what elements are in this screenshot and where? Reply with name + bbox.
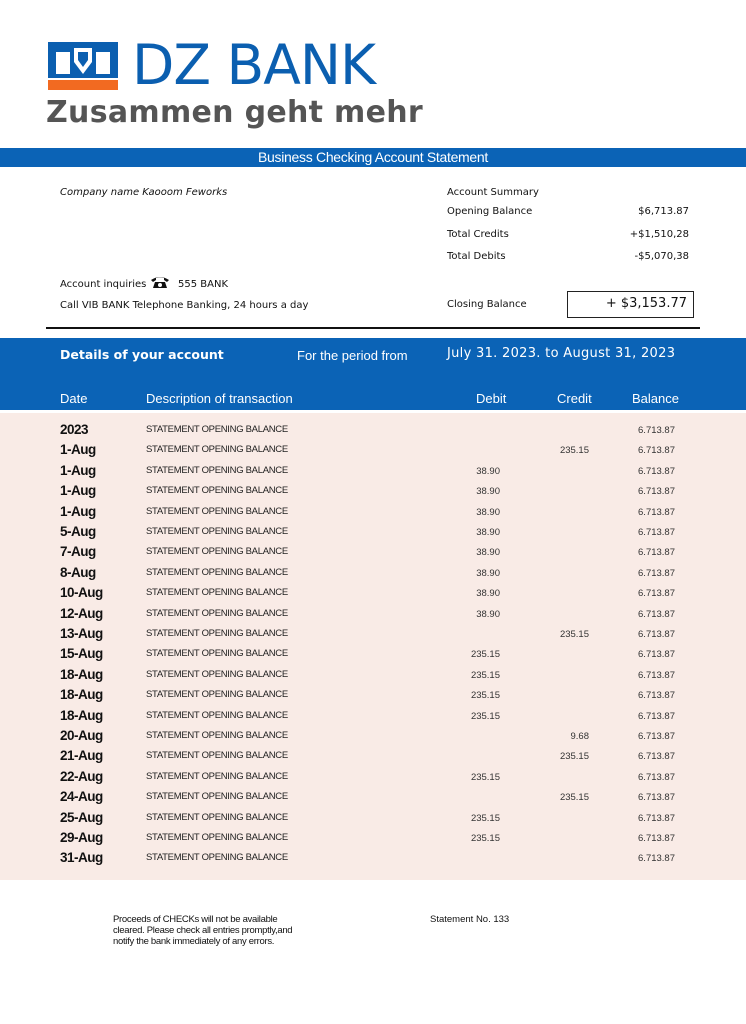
statement-number: Statement No. 133 [430,914,510,925]
transaction-balance: 6.713.87 [638,486,675,498]
transaction-debit: 38.90 [476,547,500,559]
table-row [0,850,746,870]
account-inquiries-label: Account inquiries [60,279,147,290]
transaction-credit: 235.15 [559,445,589,457]
transaction-debit: 235.15 [470,833,500,844]
transaction-date: 13-Aug [60,626,103,641]
transaction-debit: 38.90 [476,486,500,498]
transaction-description: STATEMENT OPENING BALANCE [146,566,288,578]
transaction-description: STATEMENT OPENING BALANCE [146,811,288,823]
transaction-credit: 235.15 [559,792,589,804]
footer-note [113,914,328,947]
summary-heading: Account Summary [447,187,539,198]
transaction-description: STATEMENT OPENING BALANCE [146,505,288,517]
transaction-credit: 235.15 [559,751,589,763]
transaction-balance: 6.713.87 [638,751,675,763]
column-header-credit: Credit [557,391,592,406]
table-row [0,810,746,830]
transaction-debit: 38.90 [476,506,500,518]
transaction-description: STATEMENT OPENING BALANCE [146,546,288,558]
transaction-date: 18-Aug [60,687,103,703]
table-row [0,483,746,503]
transaction-balance: 6.713.87 [638,506,675,518]
transaction-description: STATEMENT OPENING BALANCE [146,852,288,864]
transaction-date: 18-Aug [60,707,103,723]
transaction-description: STATEMENT OPENING BALANCE [146,791,288,803]
transaction-balance: 6.713.87 [638,425,675,436]
table-row [0,830,746,850]
transaction-date: 29-Aug [60,830,103,845]
table-row [0,606,746,626]
transaction-description: STATEMENT OPENING BALANCE [146,709,288,721]
transaction-description: STATEMENT OPENING BALANCE [146,424,288,435]
period-label: For the period from [297,348,408,363]
transaction-description: STATEMENT OPENING BALANCE [146,485,288,497]
footer-note-line: notify the bank immediately of any errors. [113,936,275,947]
transaction-description: STATEMENT OPENING BALANCE [146,444,288,456]
transaction-date: 12-Aug [60,605,103,621]
total-credits-value: +$1,510,28 [629,229,689,240]
transaction-date: 15-Aug [60,646,103,662]
transaction-description: STATEMENT OPENING BALANCE [146,587,288,599]
transaction-balance: 6.713.87 [638,853,675,865]
table-row [0,463,746,483]
telephone-icon [150,275,170,289]
transaction-description: STATEMENT OPENING BALANCE [146,668,288,680]
transaction-balance: 6.713.87 [638,669,675,681]
transaction-date: 1-Aug [60,462,96,478]
transaction-date: 8-Aug [60,564,96,580]
transaction-balance: 6.713.87 [638,690,675,702]
table-row [0,769,746,789]
transaction-description: STATEMENT OPENING BALANCE [146,689,288,701]
transaction-balance: 6.713.87 [638,833,675,844]
statement-title: Business Checking Account Statement [0,148,746,167]
transaction-debit: 38.90 [476,465,500,477]
transactions-table [0,413,746,880]
transaction-date: 1-Aug [60,503,96,519]
transaction-debit: 235.15 [470,710,500,722]
bank-slogan: Zusammen geht mehr [46,95,424,130]
transaction-balance: 6.713.87 [638,547,675,559]
transaction-description: STATEMENT OPENING BALANCE [146,607,288,619]
transaction-balance: 6.713.87 [638,567,675,579]
transaction-credit: 235.15 [559,629,589,640]
total-debits-value: -$5,070,38 [634,251,689,262]
transaction-balance: 6.713.87 [638,771,675,783]
transaction-debit: 235.15 [470,771,500,783]
opening-balance-label: Opening Balance [447,206,533,217]
transaction-debit: 235.15 [470,690,500,702]
telephone-banking-note: Call VIB BANK Telephone Banking, 24 hours a day [60,300,309,311]
transaction-date: 18-Aug [60,666,103,682]
transaction-balance: 6.713.87 [638,527,675,538]
divider [46,327,700,329]
table-row [0,585,746,605]
transaction-balance: 6.713.87 [638,649,675,661]
transaction-debit: 38.90 [476,588,500,600]
closing-balance-label: Closing Balance [447,299,527,310]
transaction-balance: 6.713.87 [638,812,675,824]
table-row [0,687,746,707]
details-heading: Details of your account [60,347,224,362]
column-header-date: Date [60,391,88,406]
transaction-date: 5-Aug [60,524,96,539]
transaction-description: STATEMENT OPENING BALANCE [146,770,288,782]
table-row [0,544,746,564]
transaction-balance: 6.713.87 [638,608,675,620]
transaction-debit: 38.90 [476,567,500,579]
transaction-debit: 235.15 [470,669,500,681]
transaction-description: STATEMENT OPENING BALANCE [146,526,288,537]
opening-balance-value: $6,713.87 [638,206,689,217]
account-details-band [0,338,746,410]
footer-note-line: Proceeds of CHECKs will not be available [113,914,278,925]
period-value: July 31. 2023. to August 31, 2023 [447,346,676,361]
total-debits-label: Total Debits [447,251,506,262]
transaction-debit: 235.15 [470,812,500,824]
dz-bank-logo-icon [48,42,118,90]
table-row [0,708,746,728]
transaction-date: 25-Aug [60,809,103,825]
transaction-balance: 6.713.87 [638,465,675,477]
transaction-debit: 38.90 [476,608,500,620]
transaction-balance: 6.713.87 [638,710,675,722]
table-row [0,646,746,666]
bank-name: DZ BANK [132,33,376,97]
transaction-date: 1-Aug [60,442,96,458]
table-row [0,442,746,462]
transaction-date: 24-Aug [60,789,103,805]
transaction-balance: 6.713.87 [638,731,675,742]
transaction-balance: 6.713.87 [638,792,675,804]
footer-note-line: cleared. Please check all entries promptly,and [113,925,293,936]
transaction-debit: 38.90 [476,527,500,538]
transaction-date: 22-Aug [60,768,103,784]
table-row [0,504,746,524]
table-row [0,524,746,544]
transaction-date: 10-Aug [60,585,103,601]
transaction-date: 21-Aug [60,748,103,764]
column-header-debit: Debit [476,391,507,406]
bank-logo [48,33,408,97]
transaction-date: 2023 [60,422,89,437]
transaction-balance: 6.713.87 [638,445,675,457]
transaction-description: STATEMENT OPENING BALANCE [146,628,288,639]
table-row [0,667,746,687]
transaction-description: STATEMENT OPENING BALANCE [146,750,288,762]
table-row [0,748,746,768]
total-credits-label: Total Credits [447,229,509,240]
phone-number: 555 BANK [178,279,229,290]
transaction-balance: 6.713.87 [638,588,675,600]
table-row [0,789,746,809]
table-row [0,565,746,585]
column-header-balance: Balance [632,391,679,406]
transaction-credit: 9.68 [570,731,589,742]
table-row [0,626,746,646]
table-row [0,728,746,748]
transaction-debit: 235.15 [470,649,500,661]
transaction-date: 31-Aug [60,850,103,866]
transaction-description: STATEMENT OPENING BALANCE [146,648,288,660]
company-name: Company name Kaooom Feworks [60,187,228,198]
transaction-date: 1-Aug [60,483,96,499]
transaction-date: 7-Aug [60,544,96,560]
closing-balance-value: + $3,153.77 [567,291,694,318]
table-row [0,422,746,442]
transaction-description: STATEMENT OPENING BALANCE [146,730,288,741]
transaction-date: 20-Aug [60,728,103,743]
transaction-description: STATEMENT OPENING BALANCE [146,832,288,843]
column-header-description: Description of transaction [146,391,293,406]
transaction-balance: 6.713.87 [638,629,675,640]
transaction-description: STATEMENT OPENING BALANCE [146,464,288,476]
